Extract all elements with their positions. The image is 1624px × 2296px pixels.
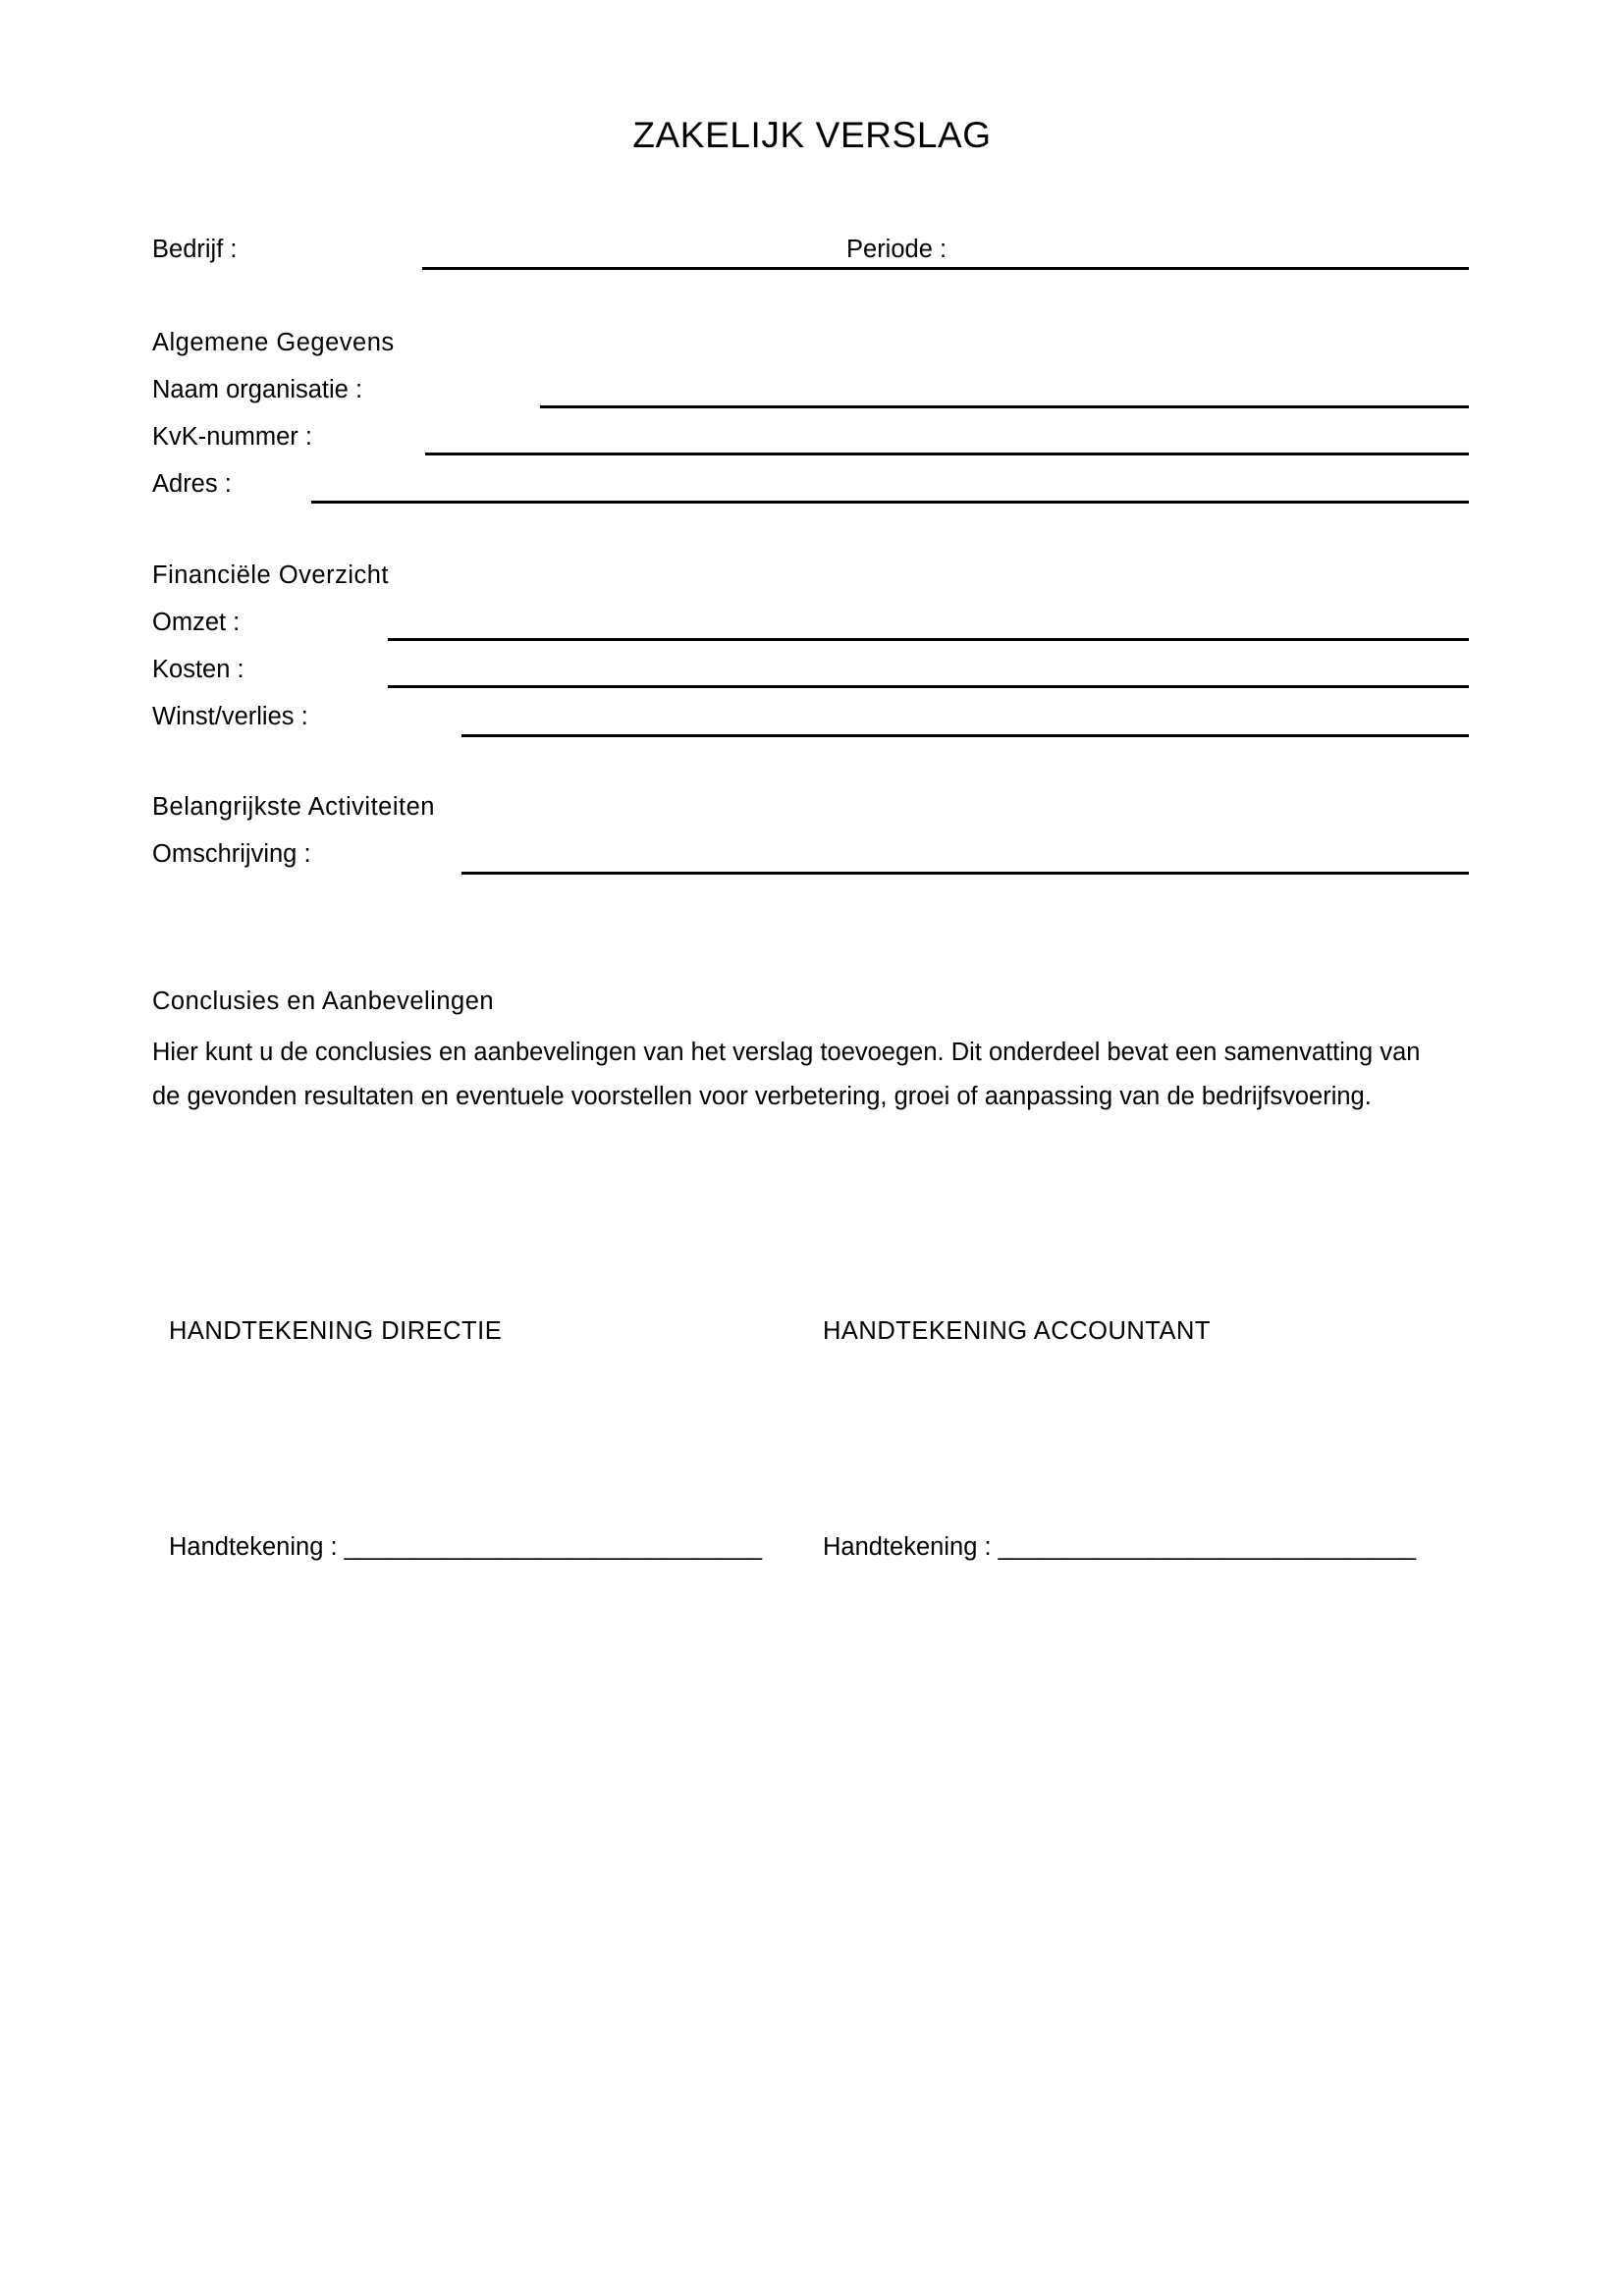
field-label-description: Omschrijving : <box>152 840 311 868</box>
field-rule-kvk-number[interactable] <box>425 453 1469 455</box>
field-label-organisation-name: Naam organisatie : <box>152 376 363 403</box>
field-rule-description[interactable] <box>461 872 1469 875</box>
signature-heading-management: HANDTEKENING DIRECTIE <box>169 1317 503 1345</box>
field-rule-organisation-name[interactable] <box>540 405 1469 408</box>
field-label-costs: Kosten : <box>152 656 244 683</box>
page-title: ZAKELIJK VERSLAG <box>632 115 992 155</box>
field-label-profit-loss: Winst/verlies : <box>152 703 308 730</box>
field-rule-profit-loss[interactable] <box>461 734 1469 737</box>
field-rule-address[interactable] <box>311 501 1469 504</box>
field-rule-costs[interactable] <box>388 685 1469 688</box>
signature-heading-accountant: HANDTEKENING ACCOUNTANT <box>823 1317 1211 1345</box>
company-label: Bedrijf : <box>152 236 238 263</box>
period-label: Periode : <box>846 236 947 263</box>
field-label-revenue: Omzet : <box>152 609 241 636</box>
signature-field-accountant[interactable]: Handtekening : ______________________________ <box>823 1533 1417 1561</box>
field-rule-revenue[interactable] <box>388 638 1469 641</box>
field-label-kvk-number: KvK-nummer : <box>152 423 312 451</box>
company-period-field-rule[interactable] <box>422 267 1469 270</box>
section-heading-activities: Belangrijkste Activiteiten <box>152 793 435 821</box>
signature-field-management[interactable]: Handtekening : ______________________________ <box>169 1533 763 1561</box>
field-label-address: Adres : <box>152 470 232 498</box>
section-heading-general: Algemene Gegevens <box>152 329 395 356</box>
conclusions-body-text: Hier kunt u de conclusies en aanbevelingen van het verslag toevoegen. Dit onderdeel bevat een samenvatting van de gevonden resultaten en eventuele voorstellen voor verbetering, groei of aanpassing van de bedrijfsvoering. <box>152 1039 1421 1110</box>
section-heading-financial: Financiële Overzicht <box>152 561 390 589</box>
section-heading-conclusions: Conclusies en Aanbevelingen <box>152 988 495 1015</box>
